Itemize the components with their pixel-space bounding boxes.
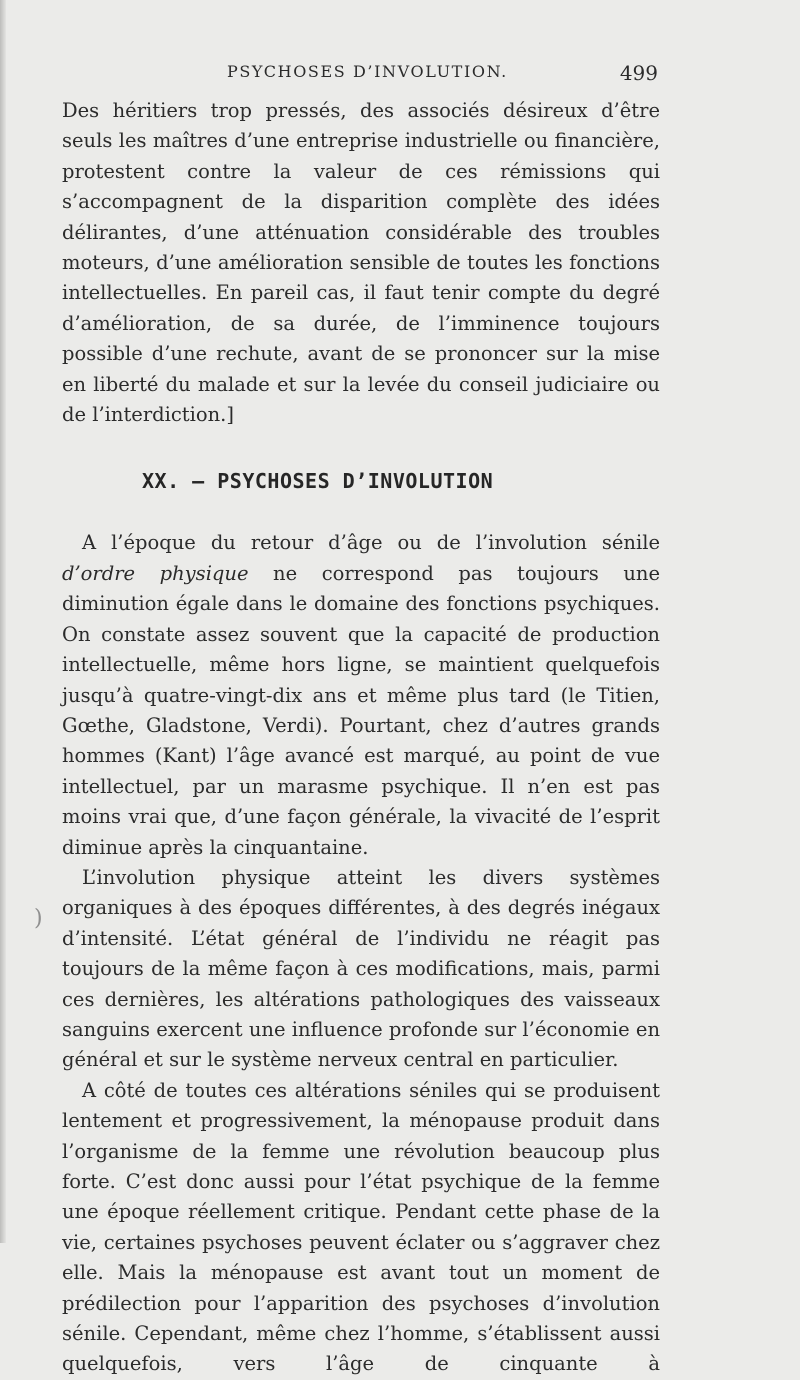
paragraph-3: A côté de toutes ces altérations séniles qui se produisent lentement et progressivement, la ménopause produit dans l’organisme de la femme une révolution beaucoup plus forte. C’est donc aussi pour l’état psychique de la femme une époque réellement critique. Pendant cette phase de la vie, certaines psychoses peuvent éclater ou s’aggraver chez elle. Mais la ménopause est avant tout un moment de prédilection pour l’apparition des psychoses d’involution sénile. Cependant, même chez l’homme, s’établissent aussi quelquefois, vers l’âge de cinquante à	[62, 1078, 660, 1376]
paragraph-previous-section: Des héritiers trop pressés, des associés désireux d’être seuls les maîtres d’une entreprise industrielle ou financière, protestent contre la valeur de ces rémissions qui s’accompagnent de la disparition complète des idées délirantes, d’une atténuation considérable des troubles moteurs, d’une amélioration sensible de toutes les fonctions intellectuelles. En pareil cas, il faut tenir compte du degré d’amélioration, de sa durée, de l’imminence toujours possible d’une rechute, avant de se prononcer sur la mise en liberté du malade et sur la levée du conseil judiciaire ou de l’interdiction.]	[62, 99, 660, 427]
paragraph-1-start: A l’époque du retour d’âge ou de l’involution sénile	[82, 531, 660, 555]
paragraph-1-italic: d’ordre physique	[62, 561, 249, 585]
page-binding-edge	[0, 0, 6, 1243]
paragraph-1	[62, 528, 660, 862]
page-number: 499	[619, 61, 658, 85]
paragraph-1-rest: ne correspond pas toujours une diminution égale dans le domaine des fonctions psychiques. On constate assez souvent que la capacité de production intellectuelle, même hors ligne, se maintient quelquefois jusqu’à quatre-vingt-dix ans et même plus tard (le Titien, Gœthe, Gladstone, Verdi). Pourtant, chez d’autres grands hommes (Kant) l’âge avancé est marqué, au point de vue intellectuel, par un marasme psychique. Il n’en est pas moins vrai que, d’une façon générale, la vivacité de l’esprit diminue après la cinquantaine.	[62, 561, 660, 859]
section-heading: XX. — PSYCHOSES D’INVOLUTION	[142, 469, 494, 494]
body-text	[62, 96, 660, 1380]
running-head	[62, 62, 660, 90]
paragraph-2: L’involution physique atteint les divers systèmes organiques à des époques différentes, à des degrés inégaux d’intensité. L’état général de l’individu ne réagit pas toujours de la même façon à ces modifications, mais, parmi ces dernières, les altérations pathologiques des vaisseaux sanguins exercent une influence profonde sur l’économie en général et sur le système nerveux central en particulier.	[62, 865, 660, 1072]
running-title: PSYCHOSES D’INVOLUTION.	[227, 62, 508, 81]
margin-pencil-mark: )	[34, 906, 43, 931]
